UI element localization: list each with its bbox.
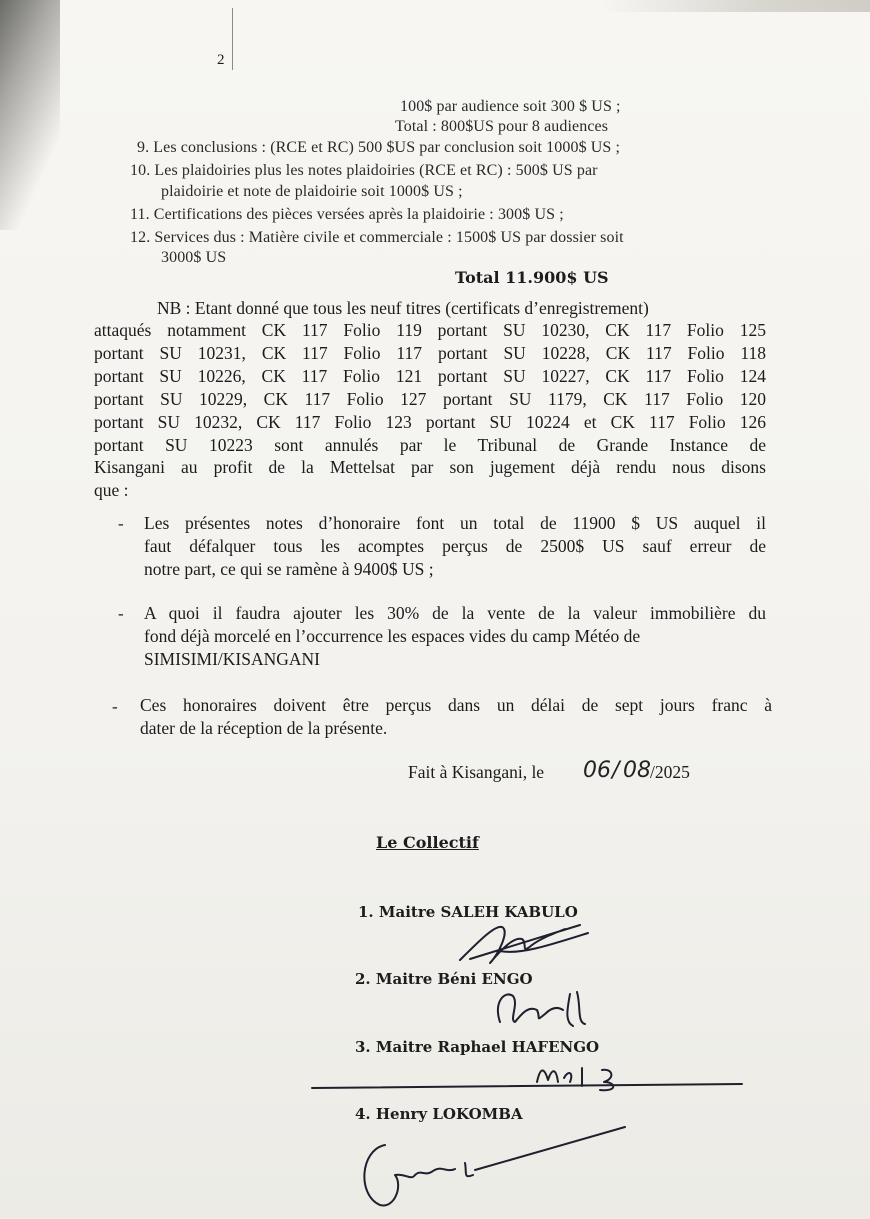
list-line: plaidoirie et note de plaidoirie soit 1000$ US ; <box>161 183 463 200</box>
nb-paragraph-line: Kisangani au profit de la Mettelsat par son jugement déjà rendu nous disons <box>94 457 766 477</box>
list-item-11: 11. Certifications des pièces versées après la plaidoirie : 300$ US ; <box>130 206 564 223</box>
bullet-line: fond déjà morcelé en l’occurrence les espaces vides du camp Météo de <box>144 626 641 646</box>
place-date-prefix: Fait à Kisangani, le <box>408 762 545 782</box>
signature-3-icon <box>312 1060 752 1100</box>
page-fold-shadow <box>0 0 60 230</box>
bullet-dash: - <box>118 604 124 623</box>
signature-1-icon <box>440 915 590 975</box>
signatory-2: 2. Maitre Béni ENGO <box>355 970 533 988</box>
list-item-10: 10. Les plaidoiries plus les notes plaidoiries (RCE et RC) : 500$ US par <box>130 162 598 179</box>
nb-paragraph-line: que : <box>94 480 129 500</box>
signatory-3: 3. Maitre Raphael HAFENGO <box>355 1038 600 1056</box>
bullet-line: A quoi il faudra ajouter les 30% de la vente de la valeur immobilière du <box>144 603 766 623</box>
signature-4-icon <box>355 1125 635 1215</box>
list-line: 3000$ US <box>161 249 227 266</box>
page-number: 2 <box>217 52 225 68</box>
list-item-9: 9. Les conclusions : (RCE et RC) 500 $US par conclusion soit 1000$ US ; <box>137 139 621 156</box>
handwritten-month: 08 <box>623 758 651 783</box>
list-line: 100$ par audience soit 300 $ US ; <box>400 98 621 115</box>
total-label: Total 11.900$ US <box>455 268 609 287</box>
nb-paragraph-line: portant SU 10232, CK 117 Folio 123 portant SU 10224 et CK 117 Folio 126 <box>94 412 766 432</box>
bullet-dash: - <box>112 697 118 716</box>
bullet-line: faut défalquer tous les acomptes perçus de 2500$ US sauf erreur de <box>144 536 766 556</box>
signature-2-icon <box>485 982 595 1037</box>
top-edge-shadow <box>600 0 870 12</box>
nb-paragraph-line: portant SU 10226, CK 117 Folio 121 portant SU 10227, CK 117 Folio 124 <box>94 366 766 386</box>
list-item-12: 12. Services dus : Matière civile et commerciale : 1500$ US par dossier soit <box>130 229 624 246</box>
bullet-dash: - <box>118 514 124 533</box>
bullet-line: dater de la réception de la présente. <box>140 718 388 738</box>
bullet-line: SIMISIMI/KISANGANI <box>144 649 320 669</box>
nb-paragraph-line: portant SU 10229, CK 117 Folio 127 portant SU 1179, CK 117 Folio 120 <box>94 389 766 409</box>
collective-title: Le Collectif <box>376 833 479 852</box>
handwritten-day: 06 <box>583 758 611 783</box>
bullet-line: Les présentes notes d’honoraire font un total de 11900 $ US auquel il <box>144 513 766 533</box>
margin-line <box>232 8 233 70</box>
bullet-line: notre part, ce qui se ramène à 9400$ US ; <box>144 559 434 579</box>
nb-paragraph-line: portant SU 10231, CK 117 Folio 117 portant SU 10228, CK 117 Folio 118 <box>94 343 766 363</box>
nb-paragraph-line: NB : Etant donné que tous les neuf titres (certificats d’enregistrement) <box>157 298 649 318</box>
list-line: Total : 800$US pour 8 audiences <box>395 118 609 135</box>
signatory-4: 4. Henry LOKOMBA <box>355 1105 523 1123</box>
handwritten-separator: / <box>612 758 620 783</box>
bullet-line: Ces honoraires doivent être perçus dans un délai de sept jours franc à <box>140 695 772 715</box>
date-year: /2025 <box>650 762 690 782</box>
nb-paragraph-line: attaqués notamment CK 117 Folio 119 portant SU 10230, CK 117 Folio 125 <box>94 320 766 340</box>
signatory-1: 1. Maitre SALEH KABULO <box>358 903 578 921</box>
nb-paragraph-line: portant SU 10223 sont annulés par le Tribunal de Grande Instance de <box>94 435 766 455</box>
